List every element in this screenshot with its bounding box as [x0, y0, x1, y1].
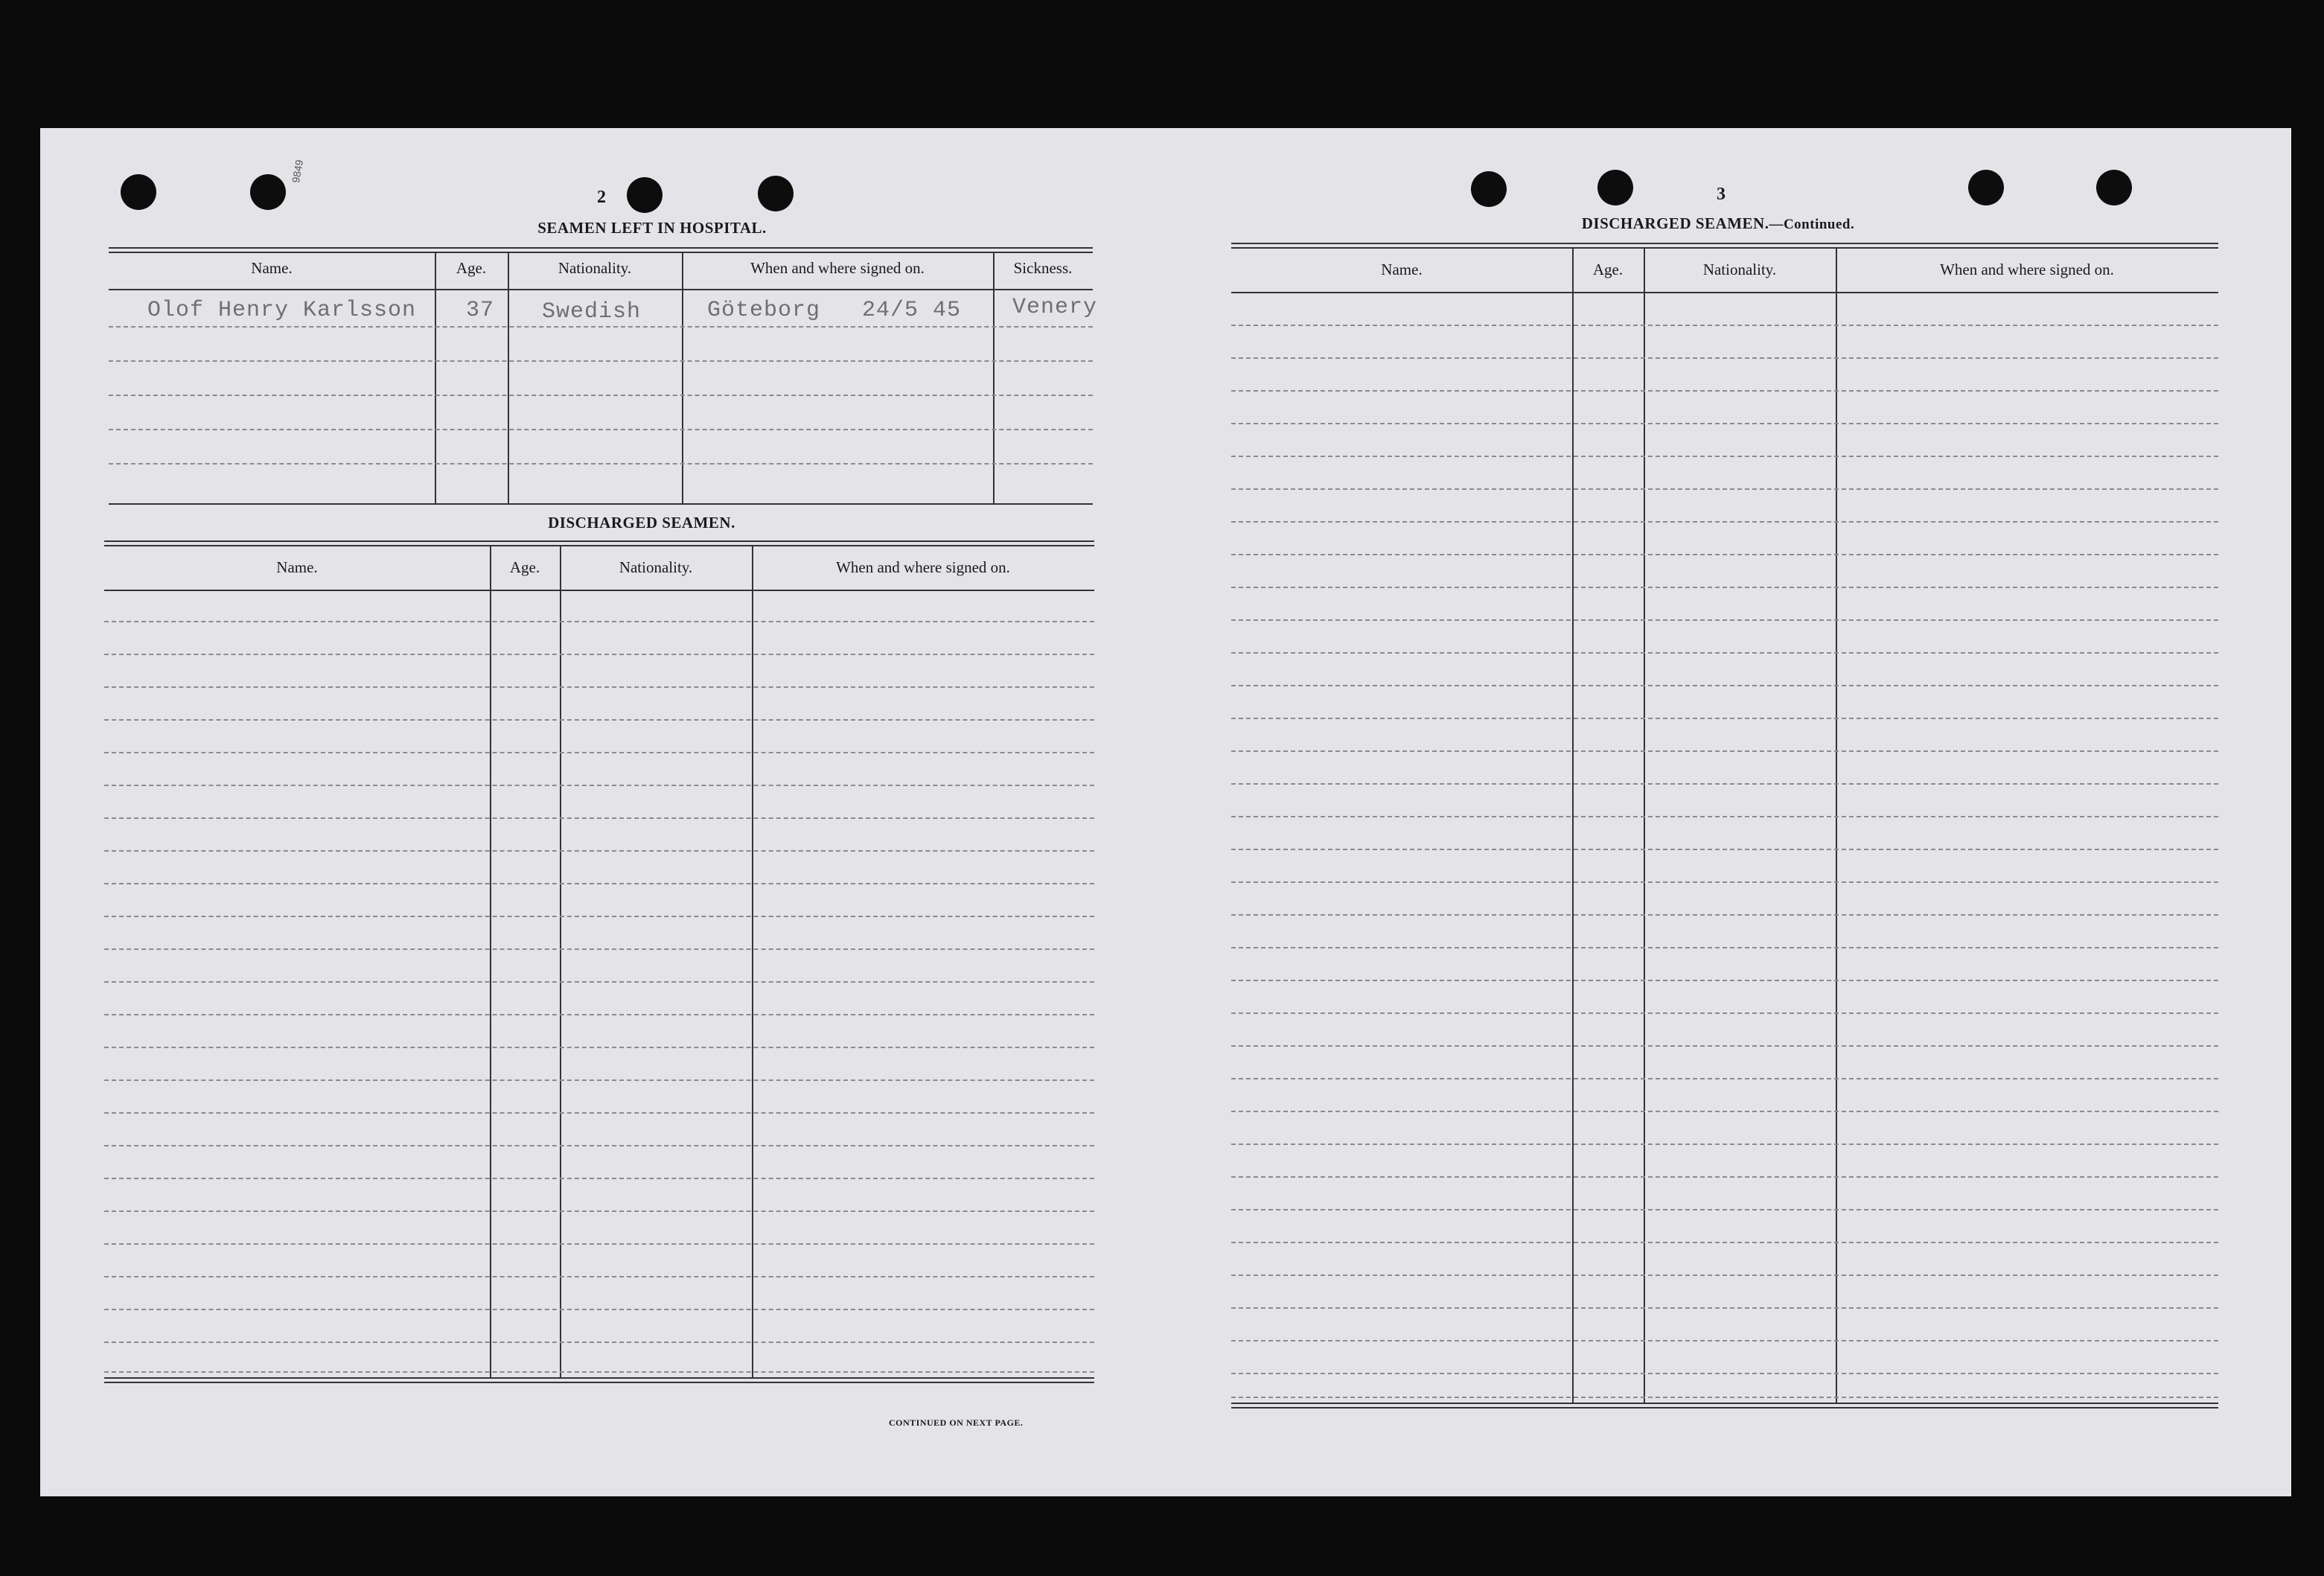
- section-title-hospital: SEAMEN LEFT IN HOSPITAL.: [537, 219, 767, 237]
- punch-hole: [1471, 171, 1507, 207]
- punch-hole: [121, 174, 156, 210]
- section-title-discharged: DISCHARGED SEAMEN.: [548, 514, 735, 532]
- continued-note: CONTINUED ON NEXT PAGE.: [889, 1417, 1024, 1428]
- column-header: Age.: [1592, 261, 1624, 278]
- discharged-table-left: [104, 540, 1094, 1389]
- punch-hole: [758, 176, 794, 211]
- column-header: Sickness.: [1013, 259, 1073, 277]
- punch-hole: [2096, 170, 2132, 205]
- column-header: Nationality.: [619, 558, 693, 576]
- column-header: Nationality.: [558, 259, 632, 277]
- page-number: 3: [1717, 185, 1726, 204]
- column-header: When and where signed on.: [1940, 261, 2114, 278]
- entry-age: 37: [466, 298, 495, 323]
- column-header: When and where signed on.: [750, 259, 925, 277]
- discharged-table-right: [1231, 243, 2218, 1414]
- column-header: Name.: [1381, 261, 1423, 278]
- entry-sickness: Venery: [1012, 295, 1098, 320]
- column-header: Nationality.: [1702, 261, 1777, 278]
- page-number: 2: [597, 188, 606, 207]
- column-header: Age.: [509, 558, 540, 576]
- entry-nationality: Swedish: [542, 299, 642, 325]
- punch-hole: [1968, 170, 2004, 205]
- archive-stamp: 9849: [289, 159, 306, 184]
- column-header: Name.: [251, 259, 293, 277]
- column-header: Name.: [276, 558, 318, 576]
- form-sheet: [40, 128, 2291, 1496]
- entry-signed-on-place: Göteborg: [707, 298, 821, 323]
- title-main: DISCHARGED SEAMEN.: [1581, 214, 1769, 232]
- entry-name: Olof Henry Karlsson: [147, 298, 417, 323]
- title-continued: —Continued.: [1769, 217, 1855, 232]
- hospital-table: [109, 247, 1098, 512]
- entry-signed-on-date: 24/5 45: [862, 298, 962, 323]
- punch-hole: [1597, 170, 1633, 205]
- column-header: Age.: [456, 259, 487, 277]
- column-header: When and where signed on.: [836, 558, 1010, 576]
- punch-hole: [627, 177, 663, 213]
- punch-hole: [250, 174, 286, 210]
- section-title-discharged-continued: [1532, 214, 1904, 233]
